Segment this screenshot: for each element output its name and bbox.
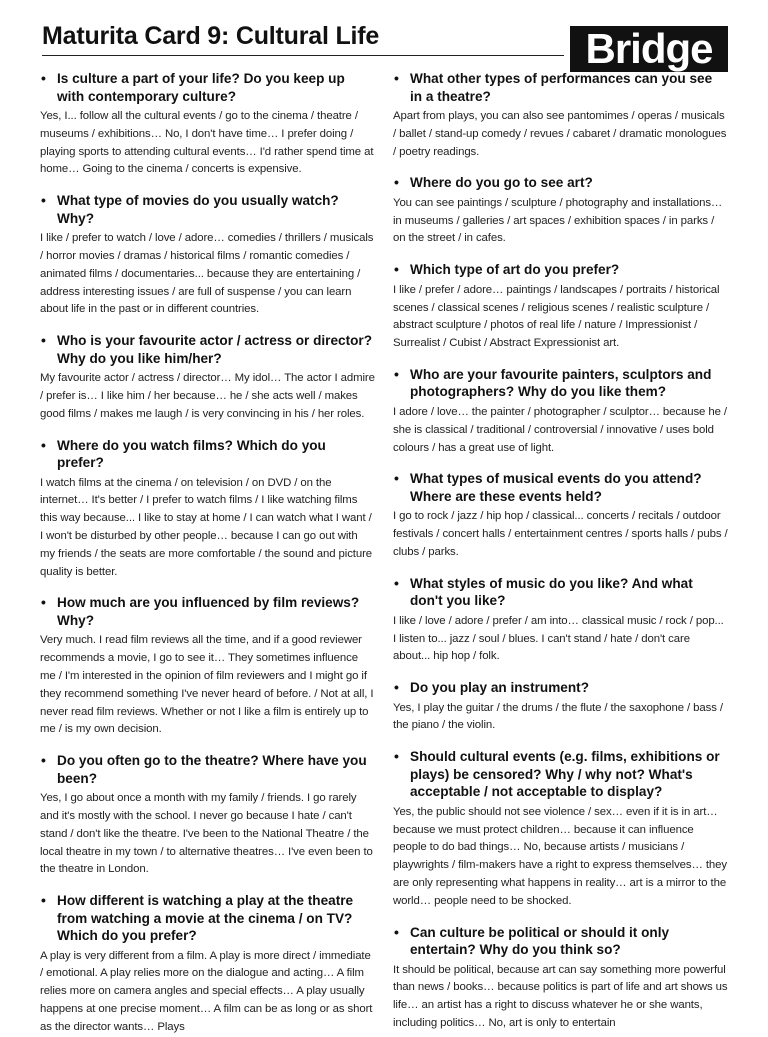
question: • Do you often go to the theatre? Where have you been?	[40, 752, 375, 787]
qa-item	[393, 470, 728, 561]
question: • Which type of art do you prefer?	[393, 261, 728, 279]
answer: Yes, I... follow all the cultural events / go to the cinema / theatre / museums / exhibitions… No, I don't have time… I prefer doing / playing sports to attending cultural events… I'd rather spend time at home… Going to the cinema / concerts is expensive.	[40, 110, 374, 176]
qa-item	[393, 924, 728, 1033]
answer: I adore / love… the painter / photographer / sculptor… because he / she is classical / traditional / controversial / innovative / uses bold colours / has a great use of light.	[393, 405, 727, 454]
answer: I like / love / adore / prefer / am into… classical music / rock / pop... I listen to... jazz / soul / blues. I can't stand / hate / don't care about... hip hop / folk.	[393, 614, 724, 663]
answer: I watch films at the cinema / on television / on DVD / on the internet… It's better / I prefer to watch films / I like watching films this way because... I like to stay at home / I can watch what I want / I won't be disturbed by other people… because I can go out with my friends / the seats are more comfortable / the sound and picture quality is better.	[40, 476, 373, 578]
left-column	[40, 70, 375, 1033]
qa-item	[393, 70, 728, 161]
question: • What type of movies do you usually watch? Why?	[40, 192, 375, 227]
qa-item	[40, 752, 375, 879]
qa-item	[393, 679, 728, 735]
qa-item	[393, 261, 728, 353]
qa-item	[393, 748, 728, 910]
qa-item	[40, 594, 375, 739]
question: • What other types of performances can you see in a theatre?	[393, 70, 728, 105]
answer: Apart from plays, you can also see pantomimes / operas / musicals / ballet / stand-up comedy / revues / cabaret / dramatic monologues / poetry readings.	[393, 110, 727, 158]
qa-item	[40, 332, 375, 423]
qa-item	[40, 892, 375, 1036]
qa-item	[40, 437, 375, 582]
question: • Who are your favourite painters, sculptors and photographers? Why do you like them?	[393, 366, 728, 401]
question: • What types of musical events do you attend? Where are these events held?	[393, 470, 728, 505]
answer: I go to rock / jazz / hip hop / classical... concerts / recitals / outdoor festivals / concert halls / entertainment centres / sports halls / pubs / clubs / parks.	[393, 510, 728, 558]
question: • How different is watching a play at the theatre from watching a movie at the cinema / on TV? Which do you prefer?	[40, 892, 375, 945]
qa-item	[393, 366, 728, 457]
right-column	[393, 70, 728, 1029]
question: • Can culture be political or should it only entertain? Why do you think so?	[393, 924, 728, 959]
answer: You can see paintings / sculpture / photography and installations… in museums / galleries / art spaces / exhibition spaces / in parks / on the street / in cafes.	[393, 196, 723, 245]
title-underline	[42, 55, 564, 56]
qa-item	[393, 575, 728, 666]
answer: I like / prefer to watch / love / adore… comedies / thrillers / musicals / horror movies / dramas / historical films / romantic comedies / animated films / documentaries... because they are entertaining / address interesting issues / are full of suspense / you can learn about life in the past or in different countries.	[40, 232, 374, 316]
question: • Where do you watch films? Which do you prefer?	[40, 437, 375, 472]
answer: Very much. I read film reviews all the time, and if a good reviewer recommends a movie, I go to see it… They sometimes influence me / I'm interested in the opinion of film reviewers and I might go if they recommend something I've never heard of before. / Not at all, I never read film reviews. Whether or not I like a film is entirely up to me / is my own decision.	[40, 634, 374, 736]
question: • How much are you influenced by film reviews? Why?	[40, 594, 375, 629]
question: • Who is your favourite actor / actress or director? Why do you like him/her?	[40, 332, 375, 367]
question: • Where do you go to see art?	[393, 174, 728, 192]
qa-item	[40, 192, 375, 319]
qa-item	[393, 174, 728, 248]
answer: A play is very different from a film. A play is more direct / immediate / emotional. A play relies more on the dialogue and acting… A film relies more on camera angles and special effects… A play usually happens at one precise moment… A film can be as long or as short as the director wants… Plays	[40, 949, 373, 1033]
question: • Should cultural events (e.g. films, exhibitions or plays) be censored? Why / why not? What's acceptable / not acceptable to display?	[393, 748, 728, 801]
qa-item	[40, 70, 375, 179]
question: • Is culture a part of your life? Do you keep up with contemporary culture?	[40, 70, 375, 105]
answer: Yes, the public should not see violence / sex… even if it is in art… because we must protect children… because it can influence people to do bad things… No, because artists / musicians / playwrights / film-makers have a right to express themselves… they are only representing what happens in reality… art is a mirror to the world… people need to be shocked.	[393, 805, 727, 907]
page-title: Maturita Card 9: Cultural Life	[42, 22, 380, 50]
question: • Do you play an instrument?	[393, 679, 728, 697]
answer: Yes, I play the guitar / the drums / the flute / the saxophone / bass / the piano / the violin.	[393, 701, 723, 732]
answer: My favourite actor / actress / director… My idol… The actor I admire / prefer is… I like him / her because… he / she acts well / makes good films / makes me laugh / is very convincing in his / her roles.	[40, 372, 375, 420]
question: • What styles of music do you like? And what don't you like?	[393, 575, 728, 610]
answer: Yes, I go about once a month with my family / friends. I go rarely and it's mostly with the school. I never go because I hate / can't stand / don't like the theatre. I've been to the National Theatre / the local theatre in my town / to alternative theatres… I've even been to the theatre in London.	[40, 792, 373, 876]
answer: It should be political, because art can say something more powerful than news / books… because politics is part of life and art shows us life… an artist has a right to discuss whatever he or she wants, including politics… No, art is only to entertain	[393, 963, 728, 1029]
bridge-logo: Bridge	[570, 26, 728, 72]
answer: I like / prefer / adore… paintings / landscapes / portraits / historical scenes / classical scenes / religious scenes / realistic sculpture / abstract sculpture / photos of real life / nature / Impressionist / Surrealist / Cubist / Abstract Expressionist art.	[393, 283, 720, 350]
